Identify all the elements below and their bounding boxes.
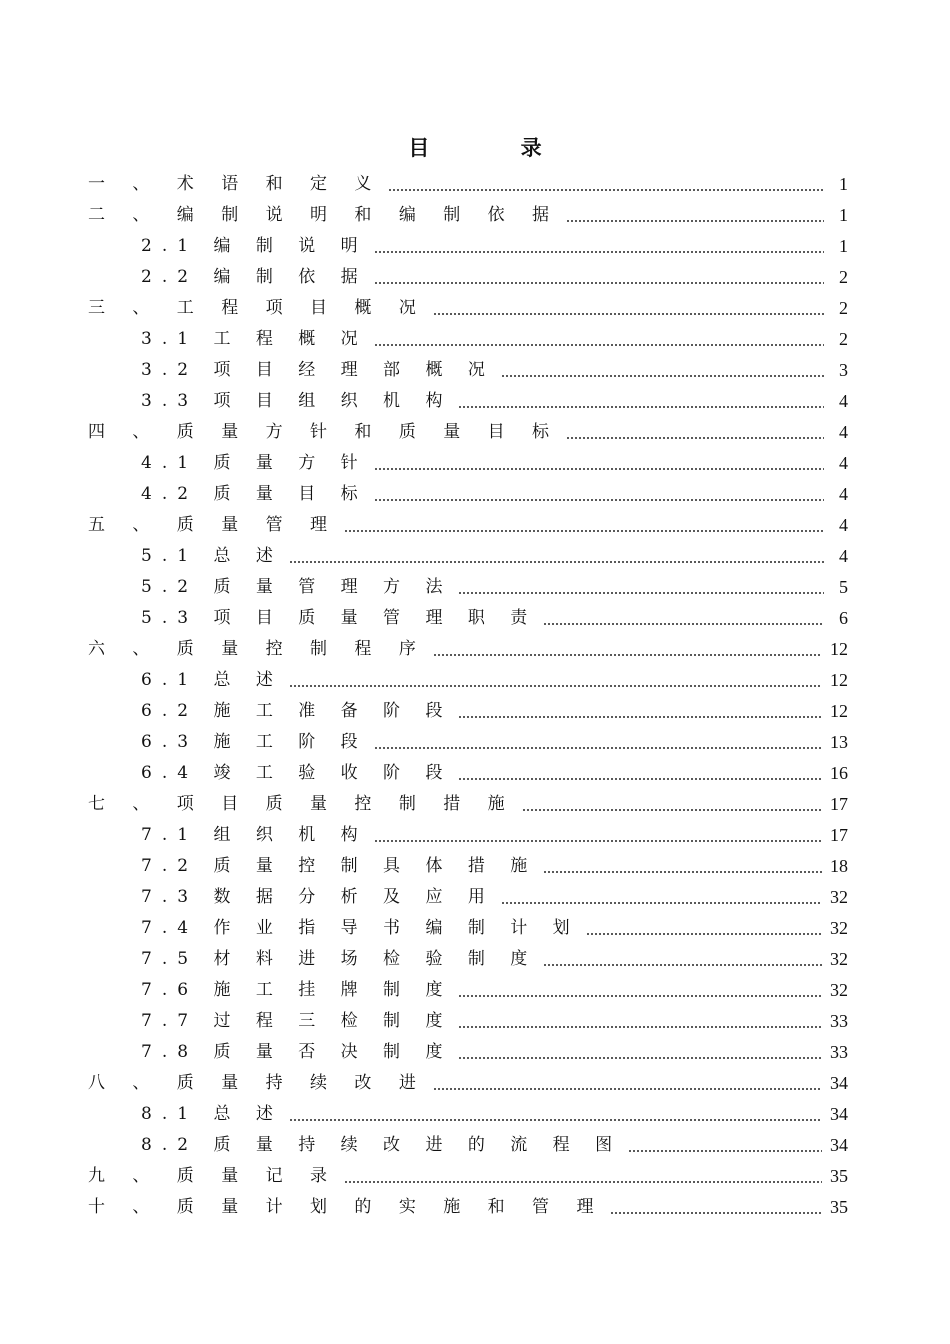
toc-entry-label: 6.1 总 述 [141,670,283,690]
toc-entry-label: 7.3 数 据 分 析 及 应 用 [141,887,495,907]
toc-entry-page: 34 [830,1104,848,1124]
toc-entry-page: 12 [830,670,848,690]
toc-entry-page: 1 [839,236,848,256]
toc-dot-leader [374,251,824,253]
toc-dot-leader [289,561,824,563]
toc-entry[interactable] [88,783,848,814]
toc-entry[interactable] [141,969,848,1000]
toc-entry-page: 4 [839,422,848,442]
toc-entry-page: 2 [839,329,848,349]
toc-entry-page: 32 [830,918,848,938]
toc-dot-leader [458,406,824,408]
toc-dot-leader [374,499,824,501]
toc-entry-label: 一 、 术 语 和 定 义 [88,174,383,194]
toc-entry-page: 34 [830,1135,848,1155]
toc-entry-label: 3.1 工 程 概 况 [141,329,368,349]
toc-entry[interactable] [141,1124,848,1155]
toc-entry[interactable] [141,442,848,473]
toc-dot-leader [566,437,824,439]
toc-entry-label: 2.2 编 制 依 据 [141,267,368,287]
toc-dot-leader [610,1212,822,1214]
toc-entry[interactable] [141,1031,848,1062]
toc-dot-leader [543,871,822,873]
toc-entry-page: 33 [830,1011,848,1031]
toc-entry[interactable] [141,814,848,845]
toc-dot-leader [458,778,822,780]
toc-entry[interactable] [88,411,848,442]
toc-dot-leader [374,747,822,749]
toc-dot-leader [433,1088,822,1090]
toc-entry-label: 2.1 编 制 说 明 [141,236,368,256]
toc-entry-label: 十 、 质 量 计 划 的 实 施 和 管 理 [88,1197,605,1217]
toc-entry-label: 二 、 编 制 说 明 和 编 制 依 据 [88,205,561,225]
toc-dot-leader [388,189,824,191]
toc-entry-page: 4 [839,515,848,535]
toc-entry[interactable] [141,380,848,411]
toc-entry-label: 4.1 质 量 方 针 [141,453,368,473]
toc-dot-leader [289,685,822,687]
toc-entry-label: 八 、 质 量 持 续 改 进 [88,1073,427,1093]
toc-dot-leader [374,468,824,470]
toc-entry[interactable] [141,938,848,969]
toc-entry-label: 7.4 作 业 指 导 书 编 制 计 划 [141,918,580,938]
toc-entry-page: 4 [839,453,848,473]
toc-entry-page: 4 [839,484,848,504]
toc-entry[interactable] [141,752,848,783]
toc-entry-page: 35 [830,1166,848,1186]
toc-entry-label: 7.7 过 程 三 检 制 度 [141,1011,453,1031]
toc-entry-label: 6.4 竣 工 验 收 阶 段 [141,763,453,783]
toc-entry-label: 6.2 施 工 准 备 阶 段 [141,701,453,721]
toc-dot-leader [501,375,824,377]
toc-dot-leader [344,530,824,532]
toc-entry-page: 13 [830,732,848,752]
toc-entry[interactable] [141,597,848,628]
toc-entry[interactable] [141,318,848,349]
toc-entry[interactable] [88,1186,848,1217]
toc-entry-label: 5.3 项 目 质 量 管 理 职 责 [141,608,538,628]
toc-entry-label: 三 、 工 程 项 目 概 况 [88,298,427,318]
toc-dot-leader [522,809,822,811]
toc-entry-label: 7.5 材 料 进 场 检 验 制 度 [141,949,538,969]
toc-dot-leader [458,1057,822,1059]
toc-entry[interactable] [88,194,848,225]
toc-title: 目 录 [408,135,584,160]
toc-entry-label: 7.8 质 量 否 决 制 度 [141,1042,453,1062]
toc-entry-page: 33 [830,1042,848,1062]
toc-entry[interactable] [88,287,848,318]
toc-entry[interactable] [141,721,848,752]
toc-entry[interactable] [88,504,848,535]
toc-entry-page: 4 [839,391,848,411]
toc-entry[interactable] [141,225,848,256]
toc-entry[interactable] [141,535,848,566]
toc-entry[interactable] [141,690,848,721]
toc-entry-label: 8.1 总 述 [141,1104,283,1124]
toc-entry-page: 1 [839,205,848,225]
toc-entry[interactable] [141,566,848,597]
toc-entry-label: 九 、 质 量 记 录 [88,1166,339,1186]
toc-entry-page: 1 [839,174,848,194]
toc-dot-leader [566,220,824,222]
toc-dot-leader [344,1181,822,1183]
toc-entry[interactable] [141,907,848,938]
toc-entry-page: 2 [839,267,848,287]
toc-entry-label: 四 、 质 量 方 针 和 质 量 目 标 [88,422,561,442]
toc-entry-label: 五 、 质 量 管 理 [88,515,339,535]
toc-entry[interactable] [88,1155,848,1186]
toc-entry[interactable] [141,256,848,287]
toc-entry-page: 34 [830,1073,848,1093]
toc-entry[interactable] [141,1000,848,1031]
toc-dot-leader [458,1026,822,1028]
toc-entry-label: 6.3 施 工 阶 段 [141,732,368,752]
toc-entry-page: 3 [839,360,848,380]
toc-entry[interactable] [141,1093,848,1124]
toc-dot-leader [374,282,824,284]
toc-entry-label: 5.1 总 述 [141,546,283,566]
toc-entry-page: 2 [839,298,848,318]
toc-entry-page: 17 [830,825,848,845]
toc-entry-label: 六 、 质 量 控 制 程 序 [88,639,427,659]
toc-entry[interactable] [141,845,848,876]
toc-dot-leader [289,1119,822,1121]
toc-entry-page: 35 [830,1197,848,1217]
toc-entry-label: 3.3 项 目 组 织 机 构 [141,391,453,411]
toc-entry[interactable] [88,1062,848,1093]
toc-entry-label: 5.2 质 量 管 理 方 法 [141,577,453,597]
toc-dot-leader [458,592,824,594]
toc-dot-leader [543,964,822,966]
toc-dot-leader [586,933,822,935]
toc-dot-leader [458,716,822,718]
toc-entry[interactable] [88,628,848,659]
toc-entry-label: 7.1 组 织 机 构 [141,825,368,845]
toc-entry-label: 8.2 质 量 持 续 改 进 的 流 程 图 [141,1135,623,1155]
toc-dot-leader [374,344,824,346]
toc-entry[interactable] [88,163,848,194]
toc-dot-leader [543,623,824,625]
toc-entry-page: 32 [830,980,848,1000]
toc-entry-page: 16 [830,763,848,783]
toc-entry-page: 18 [830,856,848,876]
toc-entry[interactable] [141,349,848,380]
toc-entry-label: 4.2 质 量 目 标 [141,484,368,504]
toc-entry-label: 七 、 项 目 质 量 控 制 措 施 [88,794,516,814]
toc-dot-leader [628,1150,822,1152]
toc-entry-page: 32 [830,887,848,907]
toc-entry-label: 7.6 施 工 挂 牌 制 度 [141,980,453,1000]
toc-entry-page: 12 [830,639,848,659]
toc-entry-page: 12 [830,701,848,721]
toc-dot-leader [501,902,822,904]
toc-entry-label: 7.2 质 量 控 制 具 体 措 施 [141,856,538,876]
toc-entry[interactable] [141,473,848,504]
toc-entry-page: 5 [839,577,848,597]
toc-entry[interactable] [141,876,848,907]
toc-entry-page: 6 [839,608,848,628]
toc-dot-leader [374,840,822,842]
toc-entry-page: 4 [839,546,848,566]
toc-entry-label: 3.2 项 目 经 理 部 概 况 [141,360,495,380]
toc-entry-page: 32 [830,949,848,969]
toc-dot-leader [458,995,822,997]
toc-dot-leader [433,313,824,315]
toc-dot-leader [433,654,822,656]
toc-entry-page: 17 [830,794,848,814]
toc-entry[interactable] [141,659,848,690]
